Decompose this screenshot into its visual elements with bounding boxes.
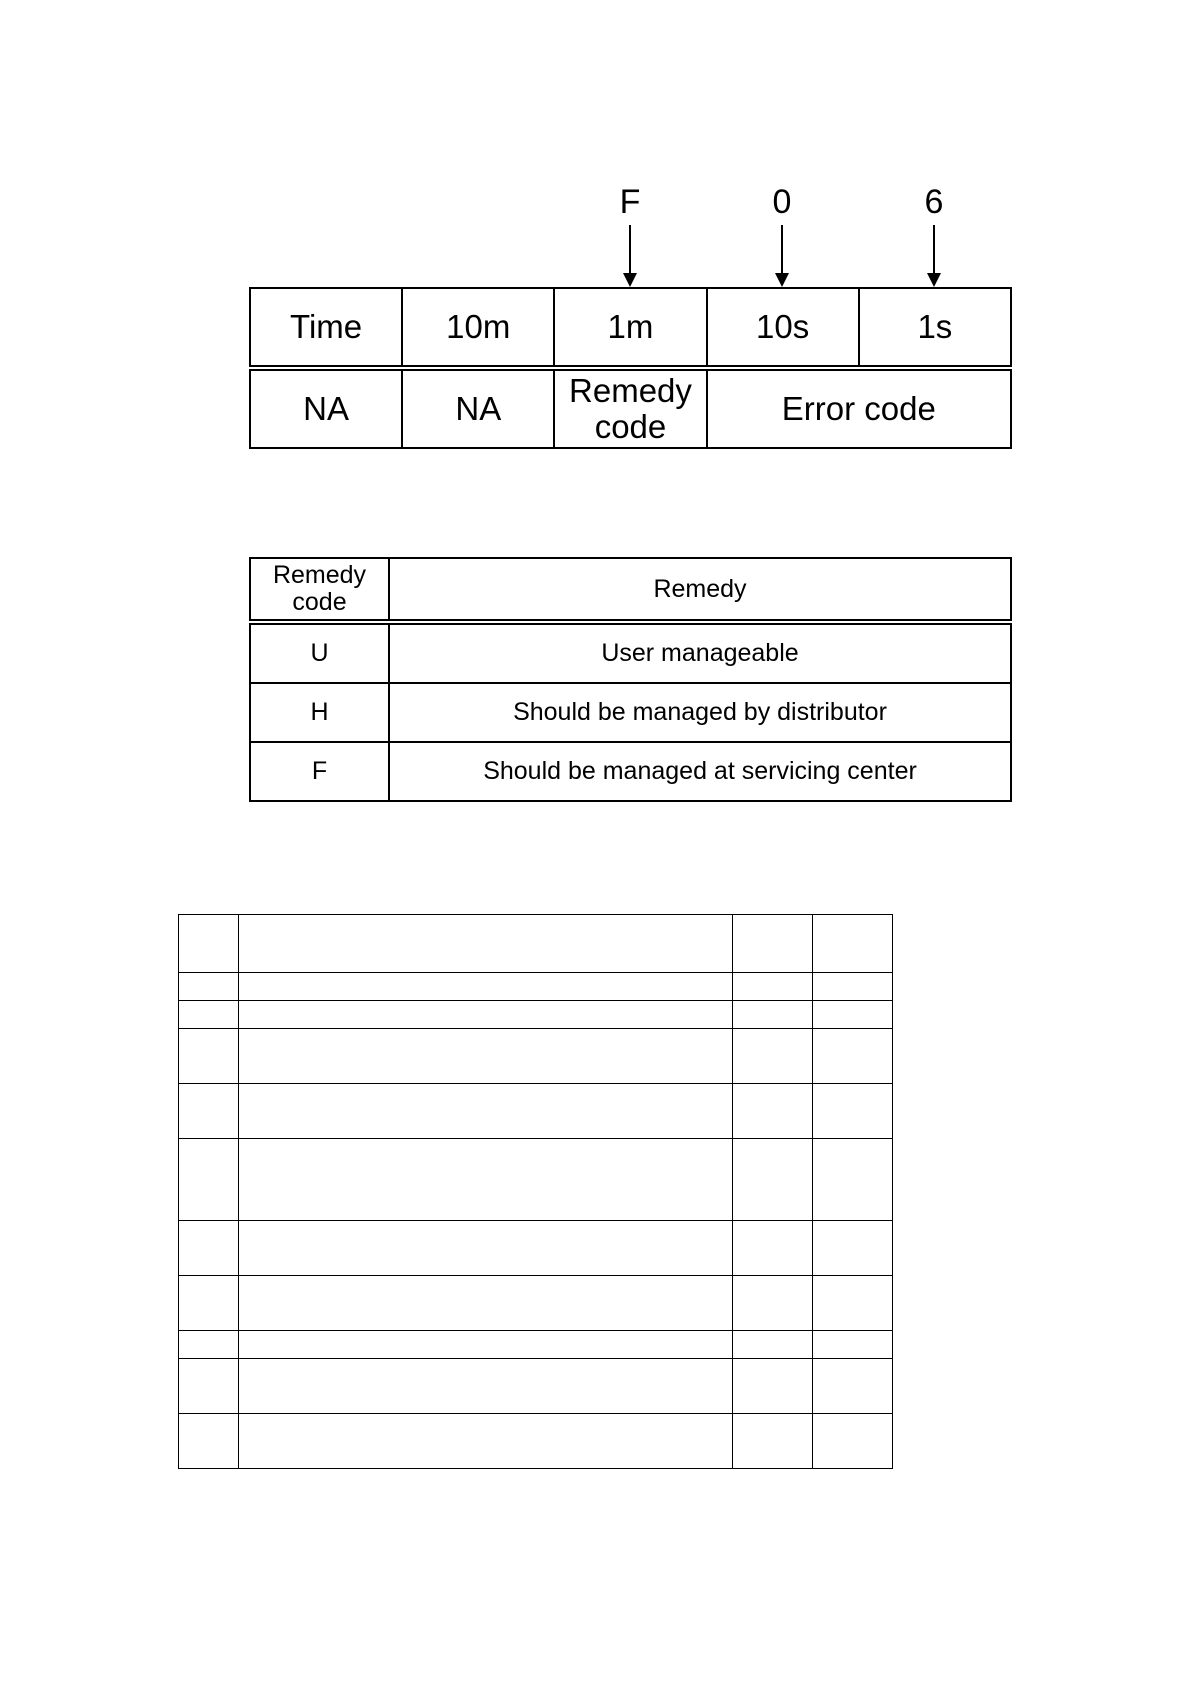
arrow-down-icon	[781, 225, 783, 285]
table-row	[250, 288, 1011, 368]
cell-1m: 1m	[554, 288, 706, 368]
table-header-row	[250, 558, 1011, 622]
remedy-description-cell: User manageable	[389, 622, 1011, 683]
header-remedy-code-line2: code	[292, 588, 347, 616]
digit-label-10s: 0	[772, 183, 792, 221]
table-row	[179, 973, 893, 1001]
remedy-code-table	[249, 557, 1012, 802]
table-row	[250, 368, 1011, 448]
header-remedy-code	[250, 558, 389, 622]
cell-1s: 1s	[859, 288, 1011, 368]
cell-10m: 10m	[402, 288, 554, 368]
cell-na: NA	[250, 368, 402, 448]
table-row	[179, 1029, 893, 1084]
table-row	[250, 742, 1011, 801]
table-row	[179, 1331, 893, 1359]
cell-remedy-code	[554, 368, 706, 448]
remedy-code-cell: U	[250, 622, 389, 683]
table-row	[250, 683, 1011, 742]
remedy-code-line1: Remedy	[569, 372, 692, 409]
arrow-down-icon	[933, 225, 935, 285]
remedy-code-cell: H	[250, 683, 389, 742]
arrow-down-icon	[629, 225, 631, 285]
cell-error-code: Error code	[707, 368, 1011, 448]
cell-na: NA	[402, 368, 554, 448]
table-row	[179, 1001, 893, 1029]
table-row	[250, 622, 1011, 683]
header-remedy-code-line1: Remedy	[272, 561, 367, 589]
digit-label-1s: 6	[924, 183, 944, 221]
error-code-structure-table	[249, 287, 1012, 449]
remedy-code-cell: F	[250, 742, 389, 801]
table-row	[179, 1221, 893, 1276]
remedy-code-line2: code	[594, 408, 667, 445]
cell-10s: 10s	[707, 288, 859, 368]
header-remedy: Remedy	[389, 558, 1011, 622]
table-row	[179, 915, 893, 973]
empty-grid-table	[178, 914, 893, 1469]
cell-time: Time	[250, 288, 402, 368]
table-row	[179, 1139, 893, 1221]
remedy-description-cell: Should be managed by distributor	[389, 683, 1011, 742]
table-row	[179, 1414, 893, 1469]
digit-label-1m: F	[619, 183, 641, 221]
table-row	[179, 1359, 893, 1414]
table-row	[179, 1276, 893, 1331]
table-row	[179, 1084, 893, 1139]
remedy-description-cell: Should be managed at servicing center	[389, 742, 1011, 801]
